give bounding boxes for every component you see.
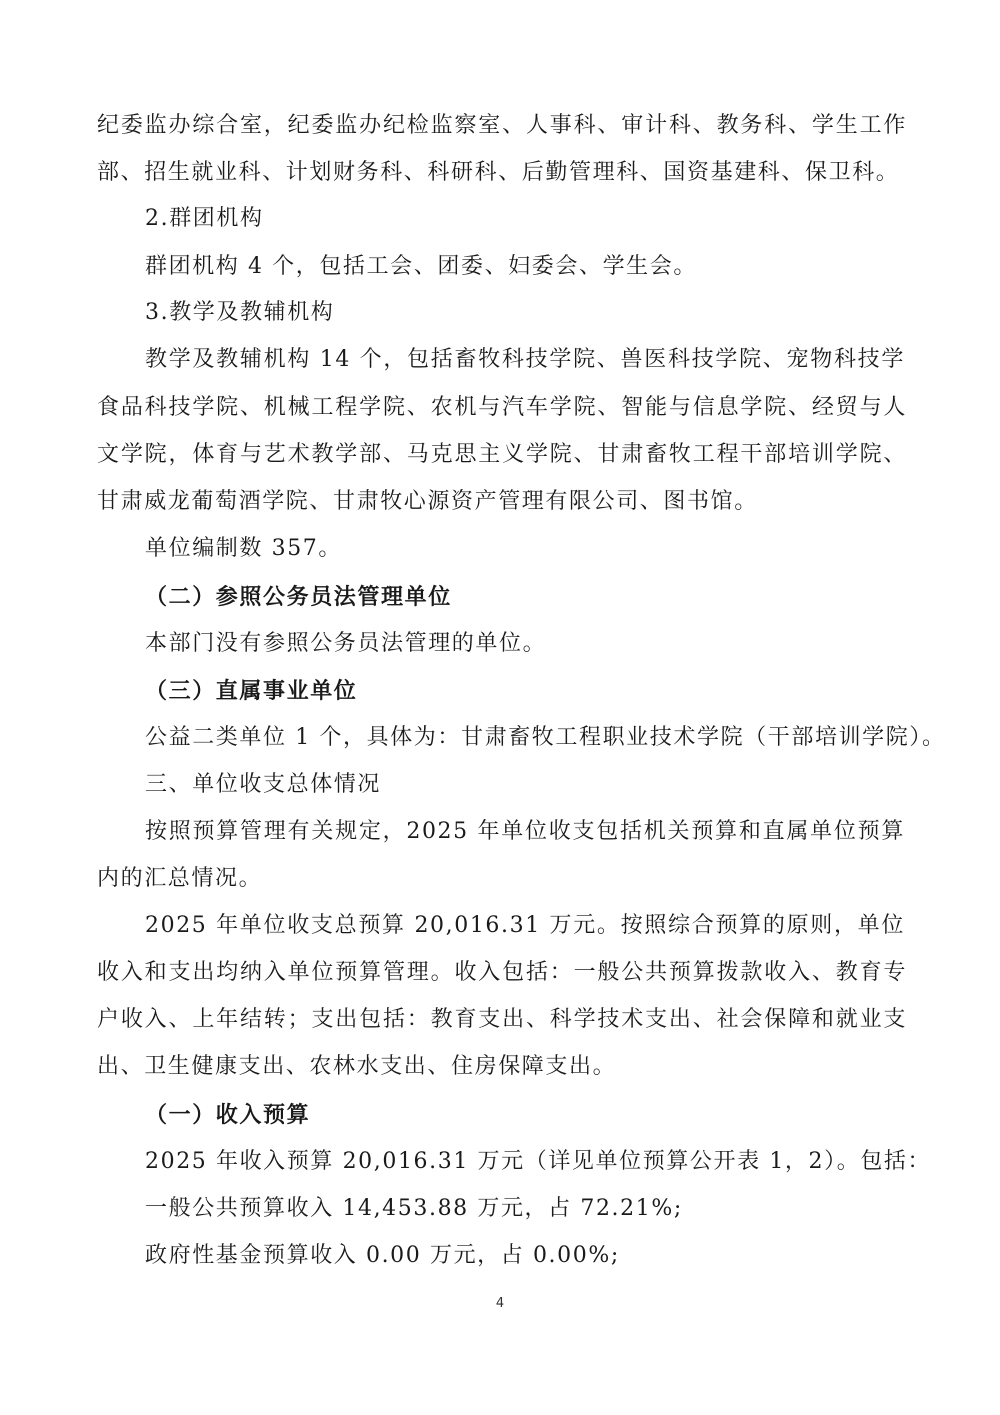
paragraph-line: 群团机构 4 个，包括工会、团委、妇委会、学生会。	[145, 254, 697, 279]
paragraph-line: 收入和支出均纳入单位预算管理。收入包括：一般公共预算拨款收入、教育专	[97, 960, 907, 985]
section-heading: （三）直属事业单位	[145, 678, 358, 704]
section-heading: （一）收入预算	[145, 1102, 311, 1128]
section-heading: （二）参照公务员法管理单位	[145, 584, 452, 610]
paragraph-line: 内的汇总情况。	[97, 866, 263, 891]
paragraph-line: 食品科技学院、机械工程学院、农机与汽车学院、智能与信息学院、经贸与人	[97, 395, 907, 420]
paragraph-line: 单位编制数 357。	[145, 536, 342, 561]
paragraph-line: 一般公共预算收入 14,453.88 万元，占 72.21%;	[145, 1196, 683, 1221]
section-heading: 2.群团机构	[145, 206, 264, 231]
paragraph-line: 政府性基金预算收入 0.00 万元，占 0.00%;	[145, 1243, 620, 1268]
page-number: 4	[495, 1296, 505, 1311]
paragraph-line: 2025 年单位收支总预算 20,016.31 万元。按照综合预算的原则，单位	[145, 913, 905, 938]
paragraph-line: 户收入、上年结转；支出包括：教育支出、科学技术支出、社会保障和就业支	[97, 1007, 907, 1032]
paragraph-line: 教学及教辅机构 14 个，包括畜牧科技学院、兽医科技学院、宠物科技学	[145, 347, 905, 372]
section-heading: 3.教学及教辅机构	[145, 300, 335, 325]
paragraph-line: 本部门没有参照公务员法管理的单位。	[145, 631, 547, 656]
paragraph-line: 甘肃威龙葡萄酒学院、甘肃牧心源资产管理有限公司、图书馆。	[97, 489, 758, 514]
paragraph-line: 文学院，体育与艺术教学部、马克思主义学院、甘肃畜牧工程干部培训学院、	[97, 442, 907, 467]
paragraph-line: 部、招生就业科、计划财务科、科研科、后勤管理科、国资基建科、保卫科。	[97, 160, 900, 185]
paragraph-line: 公益二类单位 1 个，具体为：甘肃畜牧工程职业技术学院（干部培训学院）。	[145, 725, 946, 750]
paragraph-line: 2025 年收入预算 20,016.31 万元（详见单位预算公开表 1，2）。包括：	[145, 1149, 932, 1174]
section-heading: 三、单位收支总体情况	[145, 772, 382, 797]
paragraph-line: 纪委监办综合室，纪委监办纪检监察室、人事科、审计科、教务科、学生工作	[97, 113, 907, 138]
paragraph-line: 出、卫生健康支出、农林水支出、住房保障支出。	[97, 1054, 617, 1079]
paragraph-line: 按照预算管理有关规定，2025 年单位收支包括机关预算和直属单位预算	[145, 819, 905, 844]
